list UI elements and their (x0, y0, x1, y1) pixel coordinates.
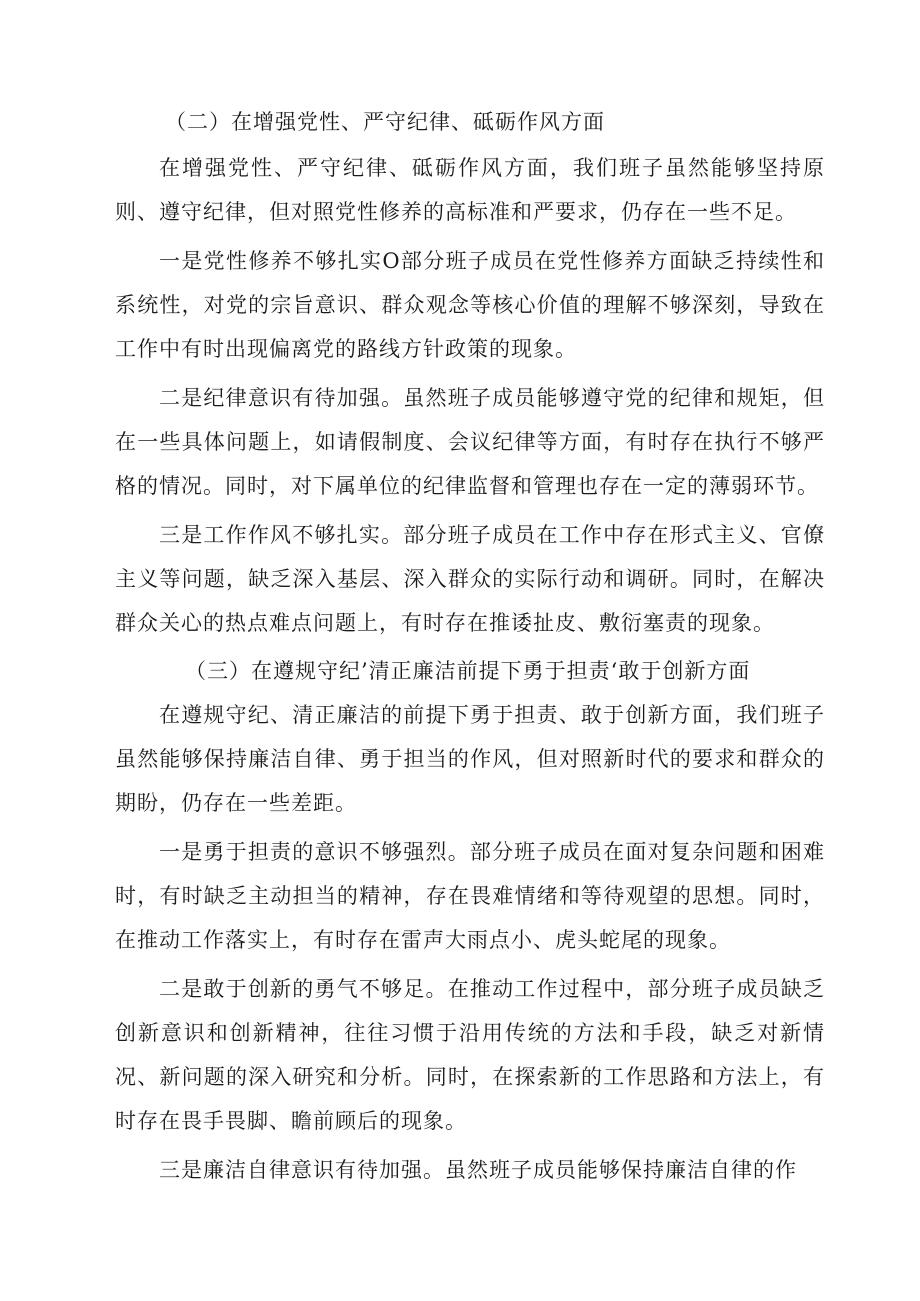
paragraph: 二是纪律意识有待加强。虽然班子成员能够遵守党的纪律和规矩，但在一些具体问题上，如请假制度、会议纪律等方面，有时存在执行不够严格的情况。同时，对下属单位的纪律监督和管理也存在一定的薄弱环节。 (115, 386, 825, 498)
paragraph: 三是工作作风不够扎实。部分班子成员在工作中存在形式主义、官僚主义等问题，缺乏深入基层、深入群众的实际行动和调研。同时，在解决群众关心的热点难点问题上，有时存在推诿扯皮、敷衍塞责的现象。 (115, 523, 825, 635)
paragraph: 在遵规守纪、清正廉洁的前提下勇于担责、敢于创新方面，我们班子虽然能够保持廉洁自律、勇于担当的作风，但对照新时代的要求和群众的期盼，仍存在一些差距。 (115, 703, 825, 815)
paragraph: 在增强党性、严守纪律、砥砺作风方面，我们班子虽然能够坚持原则、遵守纪律，但对照党性修养的高标准和严要求，仍存在一些不足。 (115, 156, 825, 224)
paragraph: 二是敢于创新的勇气不够足。在推动工作过程中，部分班子成员缺乏创新意识和创新精神，往往习惯于沿用传统的方法和手段，缺乏对新情况、新问题的深入研究和分析。同时，在探索新的工作思路和方法上，有时存在畏手畏脚、瞻前顾后的现象。 (115, 977, 825, 1133)
paragraph: 一是党性修养不够扎实O部分班子成员在党性修养方面缺乏持续性和系统性，对党的宗旨意识、群众观念等核心价值的理解不够深刻，导致在工作中有时出现偏离党的路线方针政策的现象。 (115, 249, 825, 361)
section-heading-2: （二）在增强党性、严守纪律、砥砺作风方面 (165, 110, 605, 134)
paragraph: 三是廉洁自律意识有待加强。虽然班子成员能够保持廉洁自律的作 (159, 1158, 797, 1182)
paragraph: 一是勇于担责的意识不够强烈。部分班子成员在面对复杂问题和困难时，有时缺乏主动担当的精神，存在畏难情绪和等待观望的思想。同时，在推动工作落实上，有时存在雷声大雨点小、虎头蛇尾的现象。 (115, 840, 825, 952)
document-body (115, 100, 825, 1192)
section-heading-3: （三）在遵规守纪’清正廉洁前提下勇于担责‘敢于创新方面 (185, 659, 751, 683)
